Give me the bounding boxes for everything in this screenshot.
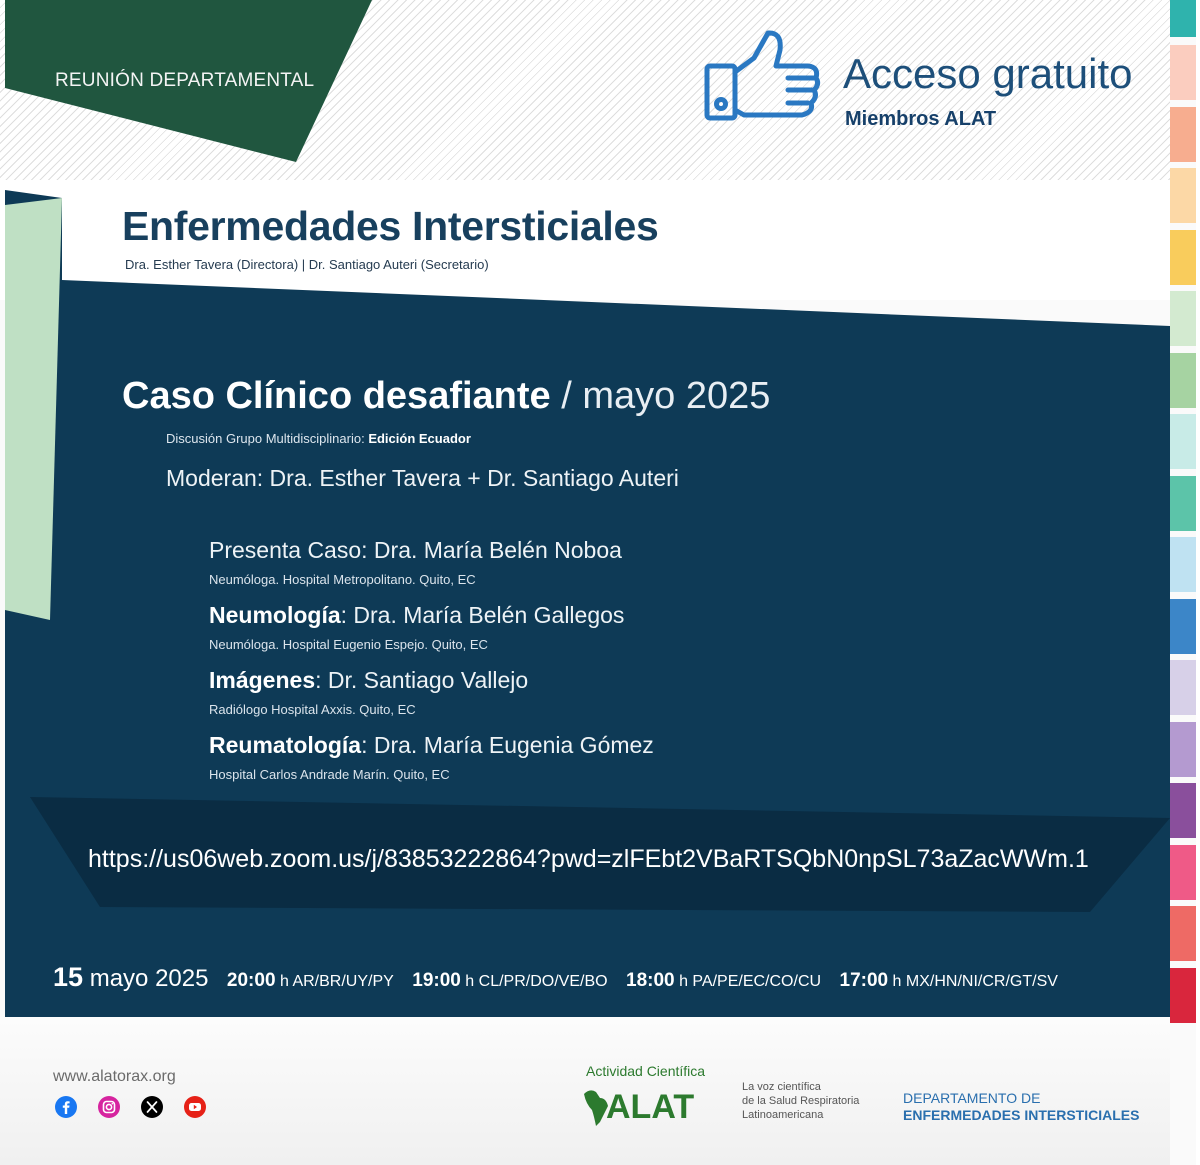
speaker-role: Presenta Caso xyxy=(209,537,362,563)
access-title: Acceso gratuito xyxy=(843,50,1133,97)
event-day: 15 xyxy=(53,962,84,992)
moderators: Moderan: Dra. Esther Tavera + Dr. Santiago Auteri xyxy=(166,465,679,491)
speaker-role: Imágenes xyxy=(209,667,316,693)
schedule-time: 19:00 xyxy=(412,970,461,991)
case-title xyxy=(122,375,770,418)
color-stripe xyxy=(1170,168,1196,223)
case-title-date: / mayo 2025 xyxy=(550,375,771,417)
footer-department-line2: ENFERMEDADES INTERSTICIALES xyxy=(903,1107,1140,1123)
schedule-regions: h PA/PE/EC/CO/CU xyxy=(674,973,822,990)
speaker-item xyxy=(209,537,622,587)
tagline-line: Latinoamericana xyxy=(742,1109,824,1121)
speaker-item xyxy=(209,732,654,782)
color-stripe xyxy=(1170,353,1196,408)
schedule-regions: h AR/BR/UY/PY xyxy=(275,973,394,990)
tagline-line: de la Salud Respiratoria xyxy=(742,1095,860,1107)
discussion-label: Discusión Grupo Multidisciplinario: xyxy=(166,431,369,446)
color-stripe xyxy=(1170,537,1196,592)
website-link[interactable]: www.alatorax.org xyxy=(53,1068,176,1085)
color-stripe xyxy=(1170,107,1196,162)
zoom-link[interactable]: https://us06web.zoom.us/j/83853222864?pwd=zlFEbt2VBaRTSQbN0npSL73aZacWWm.1 xyxy=(88,845,1089,873)
speaker-role: Neumología xyxy=(209,602,341,628)
speaker-item xyxy=(209,602,624,652)
speaker-affiliation: Neumóloga. Hospital Metropolitano. Quito, EC xyxy=(209,572,476,587)
schedule-regions: h MX/HN/NI/CR/GT/SV xyxy=(888,973,1058,990)
speaker-role: Reumatología xyxy=(209,732,362,758)
discussion-line xyxy=(166,431,471,446)
color-stripe xyxy=(1170,476,1196,531)
event-month: mayo 2025 xyxy=(83,965,209,992)
department-title: Enfermedades Intersticiales xyxy=(122,203,659,249)
speaker-affiliation: Radiólogo Hospital Axxis. Quito, EC xyxy=(209,702,416,717)
speaker-name: : Dr. Santiago Vallejo xyxy=(315,667,529,693)
speaker-affiliation: Hospital Carlos Andrade Marín. Quito, EC xyxy=(209,767,450,782)
color-stripe xyxy=(1170,0,1196,37)
color-stripe xyxy=(1170,722,1196,777)
color-stripe xyxy=(1170,414,1196,469)
tagline-line: La voz científica xyxy=(742,1081,821,1093)
x-icon[interactable] xyxy=(141,1096,163,1118)
schedule-time: 18:00 xyxy=(626,970,675,991)
facebook-icon[interactable] xyxy=(55,1096,77,1118)
color-stripe xyxy=(1170,230,1196,285)
color-stripe xyxy=(1170,906,1196,961)
alat-logo-text: ALAT xyxy=(606,1088,695,1126)
right-edge xyxy=(1196,0,1200,1165)
schedule-regions: h CL/PR/DO/VE/BO xyxy=(460,973,608,990)
color-stripe xyxy=(1170,291,1196,346)
alat-logo xyxy=(580,1080,730,1130)
speaker-name: : Dra. María Eugenia Gómez xyxy=(361,732,654,758)
schedule-time: 17:00 xyxy=(839,970,889,991)
instagram-icon[interactable] xyxy=(98,1096,120,1118)
speaker-name: : Dra. María Belén Gallegos xyxy=(340,602,625,628)
speaker-item xyxy=(209,667,528,717)
activity-label: Actividad Científica xyxy=(586,1063,706,1079)
speaker-name: : Dra. María Belén Noboa xyxy=(361,537,622,563)
alat-tagline xyxy=(742,1080,859,1122)
color-stripe xyxy=(1170,968,1196,1023)
department-authors: Dra. Esther Tavera (Directora) | Dr. Santiago Auteri (Secretario) xyxy=(125,257,489,272)
footer-department-line1: DEPARTAMENTO DE xyxy=(903,1090,1041,1106)
speaker-affiliation: Neumóloga. Hospital Eugenio Espejo. Quito, EC xyxy=(209,637,488,652)
access-subtitle: Miembros ALAT xyxy=(845,108,997,130)
meeting-type-label: REUNIÓN DEPARTAMENTAL xyxy=(55,70,315,91)
youtube-icon[interactable] xyxy=(184,1096,206,1118)
color-stripe xyxy=(1170,845,1196,900)
color-stripe xyxy=(1170,783,1196,838)
event-schedule xyxy=(53,962,1072,993)
schedule-time: 20:00 xyxy=(226,970,276,991)
color-stripe xyxy=(1170,660,1196,715)
case-title-main: Caso Clínico desafiante xyxy=(122,375,551,417)
color-stripe xyxy=(1170,599,1196,654)
color-stripe xyxy=(1170,45,1196,100)
discussion-edition: Edición Ecuador xyxy=(368,431,471,446)
